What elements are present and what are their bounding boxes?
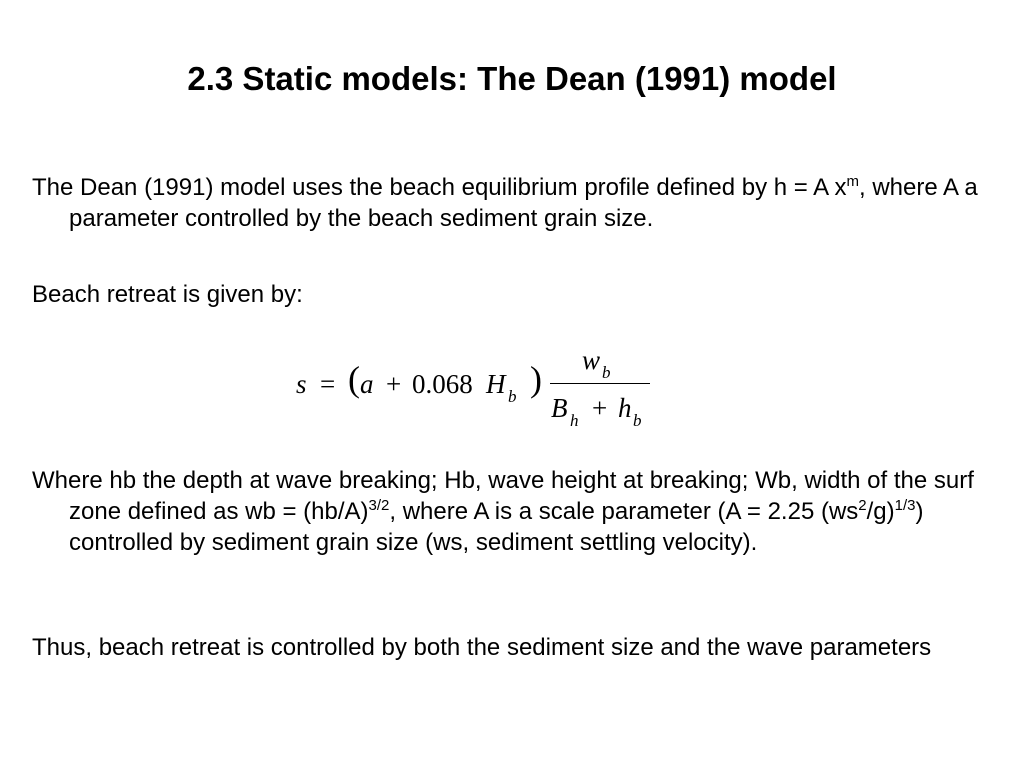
- eq-denominator-B-sub: h: [570, 411, 579, 430]
- para3-text-d: ) controlled by sediment grain size (ws, sediment settling velocity).: [69, 498, 924, 556]
- eq-H-sub: b: [508, 387, 517, 406]
- para1-sup-m: m: [846, 173, 859, 190]
- paragraph-profile-definition: [32, 172, 1019, 234]
- para3-sup-b: 2: [858, 497, 867, 514]
- eq-s: s: [296, 369, 307, 399]
- eq-a: a: [360, 369, 374, 399]
- para3-text-b: , where A is a scale parameter (A = 2.25 (ws: [389, 498, 859, 525]
- eq-plus-1: +: [386, 369, 402, 399]
- eq-equals: =: [320, 369, 336, 399]
- paragraph-retreat-intro: Beach retreat is given by:: [32, 281, 303, 308]
- eq-plus-2: +: [592, 393, 608, 423]
- retreat-equation: [296, 345, 666, 435]
- para3-text-a: Where hb the depth at wave breaking; Hb, wave height at breaking; Wb, width of the surf zone defined as wb = (hb/A): [32, 467, 974, 525]
- eq-left-paren: (: [348, 359, 360, 399]
- eq-denominator-B: B: [551, 393, 568, 423]
- para3-sup-c: 1/3: [894, 497, 916, 514]
- eq-denominator-h-sub: b: [633, 411, 642, 430]
- para3-text-c: /g): [866, 498, 895, 525]
- eq-numerator-w: w: [582, 345, 601, 375]
- eq-numerator-w-sub: b: [602, 363, 611, 382]
- para3-sup-a: 3/2: [368, 497, 390, 514]
- paragraph-variable-definitions: [32, 465, 1019, 558]
- para1-text-a: The Dean (1991) model uses the beach equilibrium profile defined by h = A x: [32, 174, 847, 201]
- slide-title: 2.3 Static models: The Dean (1991) model: [187, 60, 837, 97]
- eq-denominator-h: h: [618, 393, 632, 423]
- paragraph-conclusion: Thus, beach retreat is controlled by both the sediment size and the wave parameters: [32, 634, 932, 661]
- eq-right-paren: ): [530, 359, 542, 399]
- eq-H: H: [486, 369, 506, 399]
- para1-text-b: , where A a parameter controlled by the beach sediment grain size.: [69, 174, 978, 232]
- fraction-bar: [550, 383, 650, 384]
- eq-coefficient: 0.068: [412, 369, 473, 399]
